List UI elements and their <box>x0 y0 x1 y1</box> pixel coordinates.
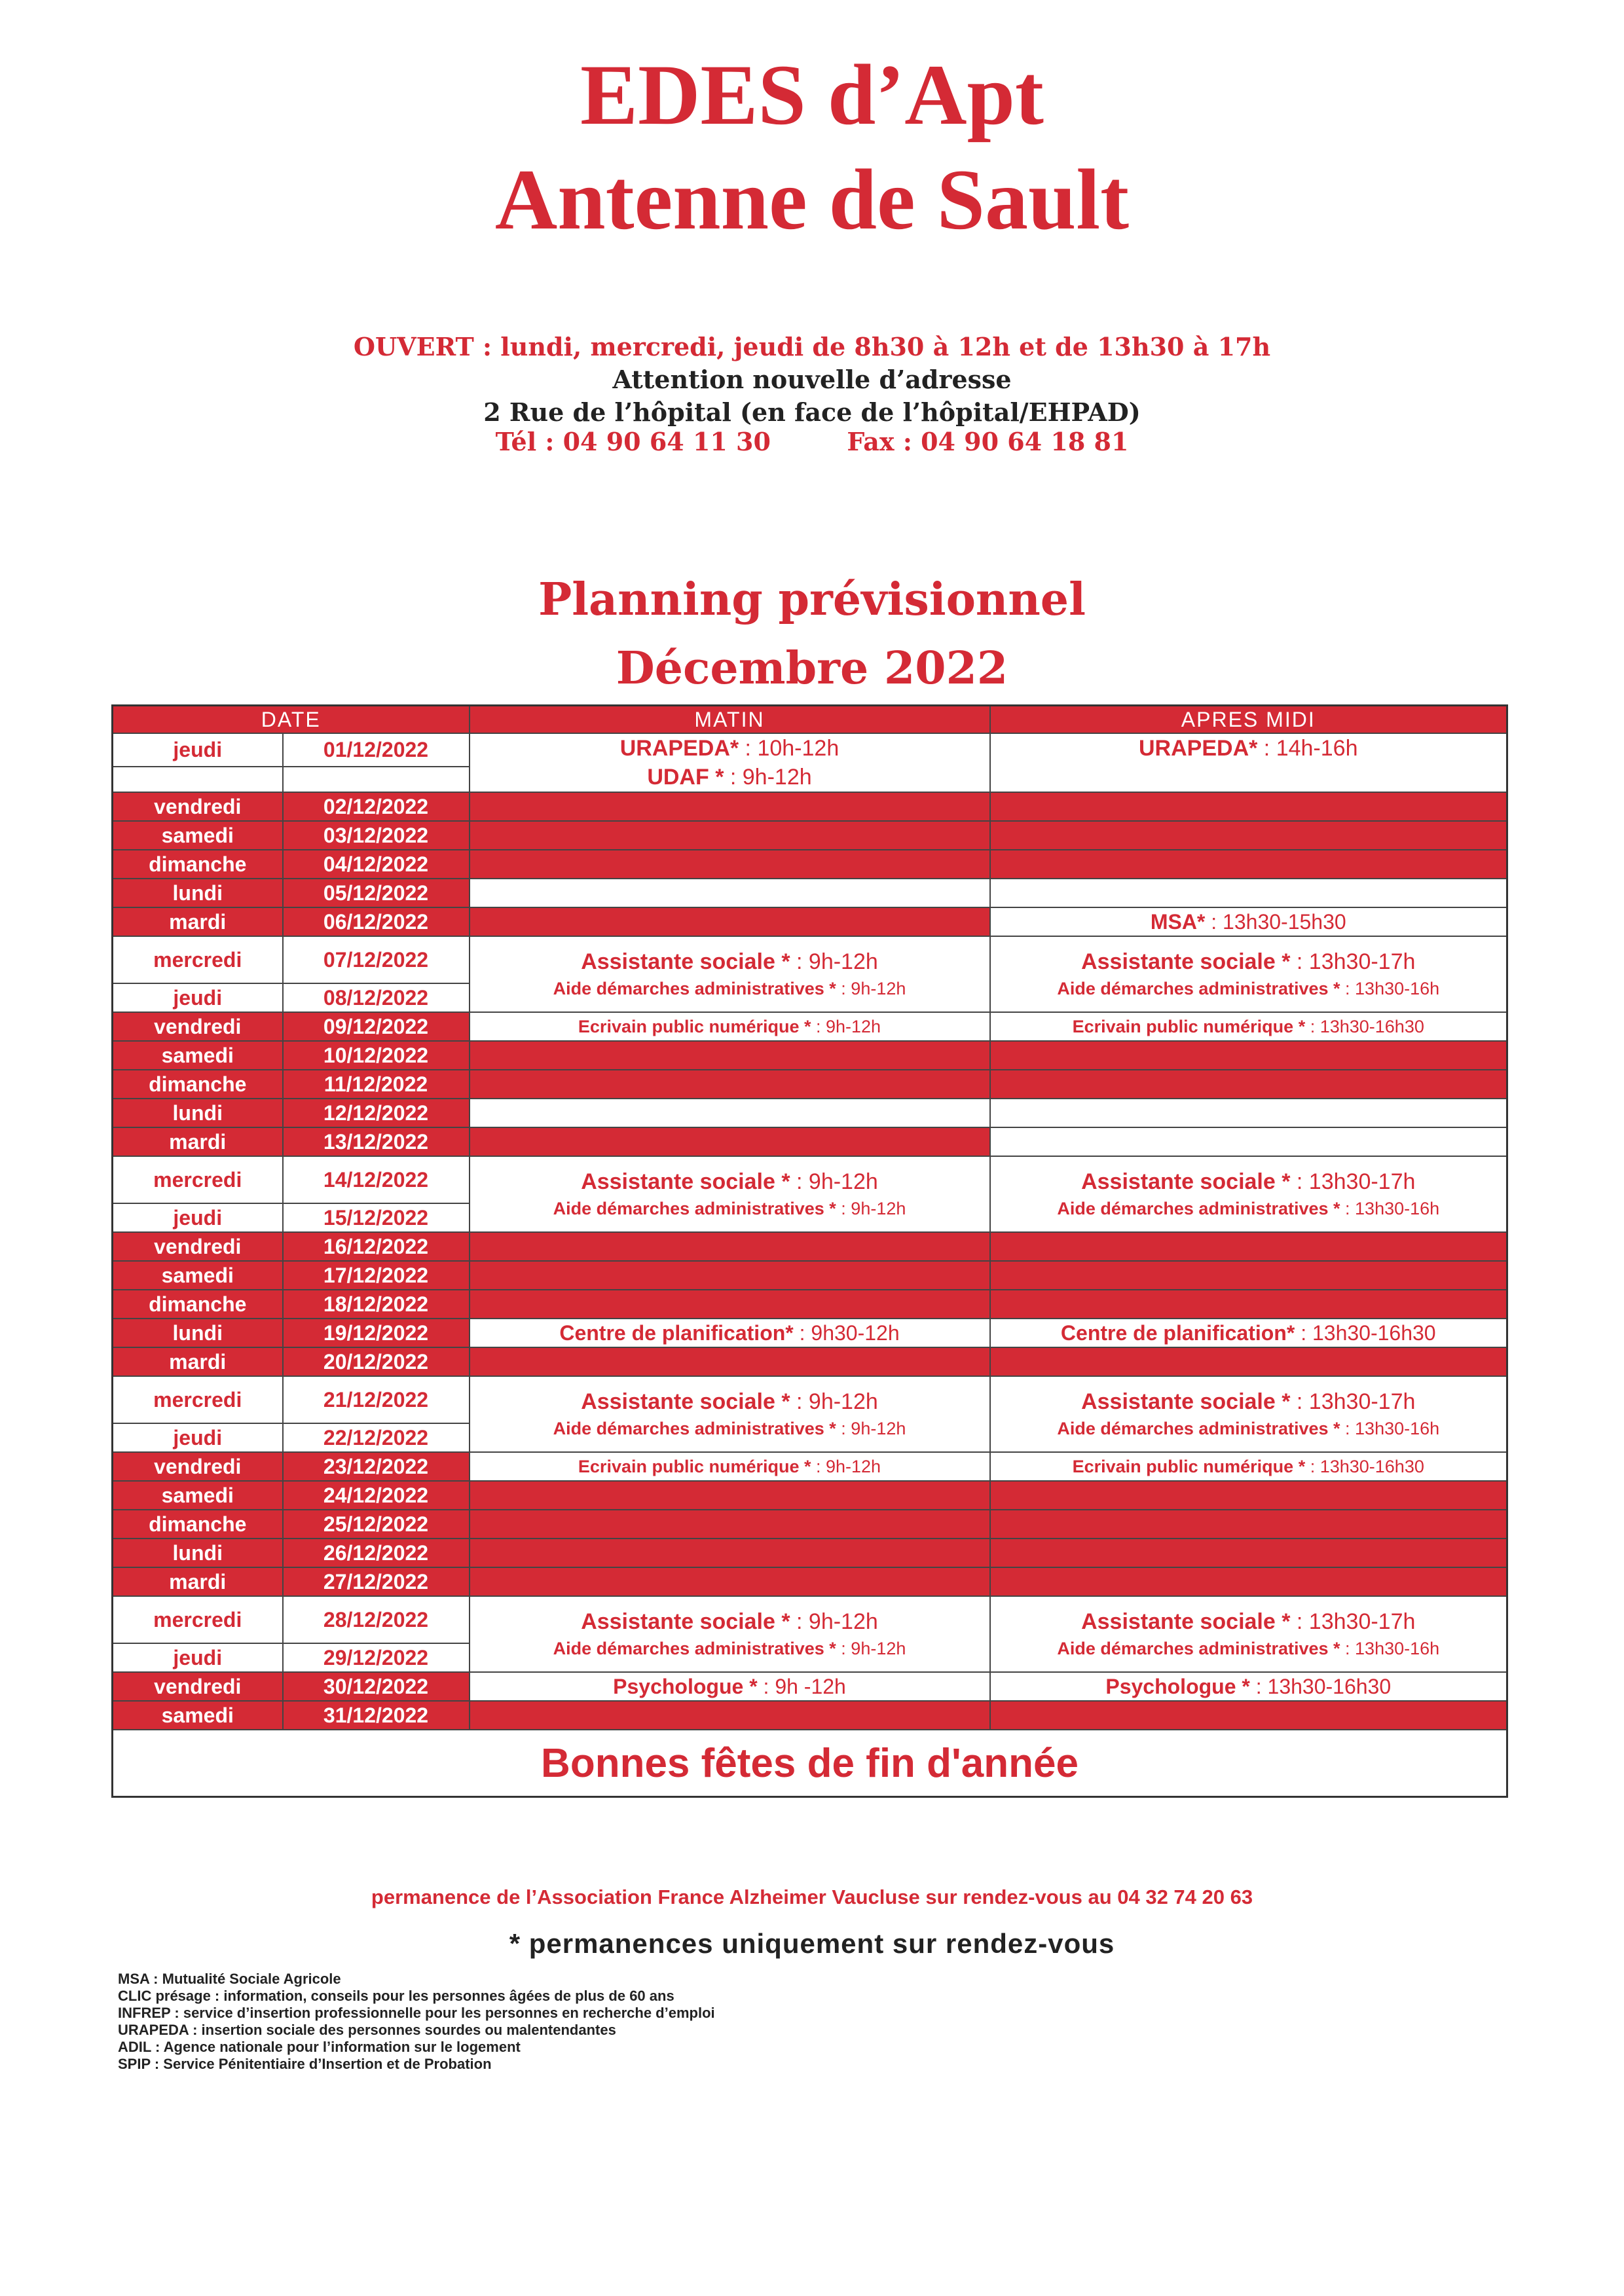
row-day: mardi <box>113 907 283 936</box>
event-name: Aide démarches administratives * <box>1057 1639 1340 1658</box>
table-row <box>113 1290 1507 1319</box>
row-day: dimanche <box>113 1510 283 1539</box>
afternoon-slot <box>990 1347 1507 1376</box>
row-date: 24/12/2022 <box>283 1481 470 1510</box>
row-date: 15/12/2022 <box>283 1203 470 1232</box>
table-row <box>113 1070 1507 1099</box>
row-day: mardi <box>113 1567 283 1596</box>
event-name: Aide démarches administratives * <box>1057 979 1340 998</box>
event-time: : 9h-12h <box>790 1389 878 1414</box>
event-name: Ecrivain public numérique * <box>1072 1017 1306 1036</box>
glossary-item: INFREP : service d’insertion professionnelle pour les personnes en recherche d’emploi <box>118 2005 715 2021</box>
afternoon-slot <box>990 1127 1507 1156</box>
opening-hours <box>0 331 1624 363</box>
table-row <box>113 1510 1507 1539</box>
morning-slot <box>470 1156 990 1232</box>
row-day: samedi <box>113 1261 283 1290</box>
row-date: 06/12/2022 <box>283 907 470 936</box>
glossary-item: URAPEDA : insertion sociale des personnes sourdes ou malentendantes <box>118 2022 616 2038</box>
event-name: Centre de planification* <box>559 1321 794 1345</box>
row-date: 04/12/2022 <box>283 850 470 879</box>
event-name: Assistante sociale * <box>1081 1609 1291 1634</box>
row-day: mardi <box>113 1127 283 1156</box>
row-date: 18/12/2022 <box>283 1290 470 1319</box>
afternoon-slot <box>990 1701 1507 1730</box>
table-row <box>113 879 1507 907</box>
row-date: 25/12/2022 <box>283 1510 470 1539</box>
row-date: 17/12/2022 <box>283 1261 470 1290</box>
event-name: URAPEDA* <box>1139 736 1258 761</box>
event-time: : 9h-12h <box>836 1199 906 1218</box>
event-name: Aide démarches administratives * <box>553 1419 836 1438</box>
afternoon-slot <box>990 1099 1507 1127</box>
morning-slot <box>470 1041 990 1070</box>
afternoon-slot <box>990 936 1507 1012</box>
col-matin-header: MATIN <box>470 706 990 734</box>
morning-slot <box>470 1452 990 1481</box>
phone-fax <box>0 426 1624 458</box>
event-name: Assistante sociale * <box>1081 1389 1291 1414</box>
office-subtitle: Antenne de Sault <box>494 151 1130 247</box>
row-date: 23/12/2022 <box>283 1452 470 1481</box>
row-day: lundi <box>113 879 283 907</box>
morning-slot <box>470 1510 990 1539</box>
row-day: jeudi <box>113 1423 283 1452</box>
table-row <box>113 1041 1507 1070</box>
event-name: Ecrivain public numérique * <box>1072 1457 1306 1476</box>
event-time: : 9h-12h <box>836 1639 906 1658</box>
morning-slot <box>470 936 990 1012</box>
table-row <box>113 1099 1507 1127</box>
morning-slot <box>470 907 990 936</box>
table-header-row <box>113 706 1507 734</box>
event-name: Centre de planification* <box>1060 1321 1295 1345</box>
event-name: Aide démarches administratives * <box>1057 1419 1340 1438</box>
afternoon-slot <box>990 1510 1507 1539</box>
row-day: vendredi <box>113 1232 283 1261</box>
event-time: : 13h30-16h <box>1340 1199 1440 1218</box>
row-day: dimanche <box>113 850 283 879</box>
row-date: 03/12/2022 <box>283 821 470 850</box>
fax-number: Fax : 04 90 64 18 81 <box>847 427 1129 456</box>
afternoon-slot <box>990 1596 1507 1672</box>
row-date: 30/12/2022 <box>283 1672 470 1701</box>
alzheimer-notice: permanence de l’Association France Alzheimer Vaucluse sur rendez-vous au 04 32 74 20 63 <box>371 1886 1253 1908</box>
event-time: : 13h30-16h30 <box>1249 1675 1392 1698</box>
table-row <box>113 1012 1507 1041</box>
table-row <box>113 936 1507 983</box>
row-date: 16/12/2022 <box>283 1232 470 1261</box>
morning-slot <box>470 1672 990 1701</box>
event-time: : 9h-12h <box>836 979 906 998</box>
office-title: EDES d’Apt <box>580 46 1044 143</box>
table-row <box>113 792 1507 821</box>
event-name: MSA* <box>1150 910 1206 934</box>
event-name: UDAF * <box>647 765 724 790</box>
phone-number: Tél : 04 90 64 11 30 <box>495 427 771 456</box>
morning-slot <box>470 1290 990 1319</box>
row-date: 26/12/2022 <box>283 1539 470 1567</box>
row-date: 21/12/2022 <box>283 1376 470 1423</box>
event-name: Assistante sociale * <box>581 949 790 974</box>
row-day: jeudi <box>113 733 283 767</box>
table-row <box>113 1232 1507 1261</box>
afternoon-slot <box>990 907 1507 936</box>
table-row <box>113 1481 1507 1510</box>
row-day: samedi <box>113 821 283 850</box>
col-date-header: DATE <box>113 706 470 734</box>
afternoon-slot <box>990 879 1507 907</box>
season-greeting: Bonnes fêtes de fin d'année <box>113 1730 1507 1797</box>
morning-slot <box>470 821 990 850</box>
event-time: : 13h30-17h <box>1290 1389 1416 1414</box>
table-row <box>113 907 1507 936</box>
event-name: Assistante sociale * <box>1081 1169 1291 1194</box>
afternoon-slot <box>990 1567 1507 1596</box>
row-date: 09/12/2022 <box>283 1012 470 1041</box>
event-name: Assistante sociale * <box>1081 949 1291 974</box>
row-date: 02/12/2022 <box>283 792 470 821</box>
table-row <box>113 733 1507 767</box>
row-day: vendredi <box>113 1452 283 1481</box>
row-date: 10/12/2022 <box>283 1041 470 1070</box>
table-row <box>113 850 1507 879</box>
morning-slot <box>470 1319 990 1347</box>
event-time: : 9h-12h <box>724 765 812 790</box>
appointment-note: * permanences uniquement sur rendez-vous <box>509 1928 1115 1959</box>
afternoon-slot <box>990 1070 1507 1099</box>
table-row <box>113 1567 1507 1596</box>
morning-slot <box>470 1261 990 1290</box>
event-time: : 9h -12h <box>757 1675 846 1698</box>
event-name: Psychologue * <box>613 1675 758 1698</box>
row-day: lundi <box>113 1319 283 1347</box>
table-row <box>113 1701 1507 1730</box>
table-row <box>113 821 1507 850</box>
afternoon-slot <box>990 1041 1507 1070</box>
afternoon-slot <box>990 821 1507 850</box>
row-day: samedi <box>113 1481 283 1510</box>
address-notice: Attention nouvelle d’adresse <box>612 365 1012 394</box>
planning-month: Décembre 2022 <box>616 642 1008 695</box>
event-time: : 13h30-16h30 <box>1295 1321 1436 1345</box>
event-name: Aide démarches administratives * <box>553 979 836 998</box>
afternoon-slot <box>990 1672 1507 1701</box>
morning-slot <box>470 1481 990 1510</box>
table-row <box>113 1156 1507 1203</box>
row-date: 07/12/2022 <box>283 936 470 983</box>
event-name: Assistante sociale * <box>581 1609 790 1634</box>
afternoon-slot <box>990 1376 1507 1452</box>
table-row <box>113 1261 1507 1290</box>
event-time: : 9h-12h <box>790 1169 878 1194</box>
row-date: 14/12/2022 <box>283 1156 470 1203</box>
row-day: mardi <box>113 1347 283 1376</box>
event-time: : 13h30-16h30 <box>1305 1457 1424 1476</box>
event-time: : 13h30-17h <box>1290 1609 1416 1634</box>
event-name: Aide démarches administratives * <box>553 1199 836 1218</box>
afternoon-slot <box>990 792 1507 821</box>
event-name: Ecrivain public numérique * <box>578 1017 811 1036</box>
event-time: : 9h-12h <box>790 1609 878 1634</box>
glossary-item: ADIL : Agence nationale pour l’information sur le logement <box>118 2039 521 2055</box>
row-day: dimanche <box>113 1070 283 1099</box>
row-date: 31/12/2022 <box>283 1701 470 1730</box>
morning-slot <box>470 1596 990 1672</box>
row-day: vendredi <box>113 792 283 821</box>
event-name: Assistante sociale * <box>581 1389 790 1414</box>
event-name: Aide démarches administratives * <box>1057 1199 1340 1218</box>
row-date: 12/12/2022 <box>283 1099 470 1127</box>
glossary-item: MSA : Mutualité Sociale Agricole <box>118 1971 341 1987</box>
greeting-row <box>113 1730 1507 1797</box>
morning-slot <box>470 1347 990 1376</box>
row-date: 01/12/2022 <box>283 733 470 767</box>
row-day: mercredi <box>113 1596 283 1643</box>
row-date: 22/12/2022 <box>283 1423 470 1452</box>
address: 2 Rue de l’hôpital (en face de l’hôpital/EHPAD) <box>483 397 1141 427</box>
table-row <box>113 1672 1507 1701</box>
event-time: : 14h-16h <box>1257 736 1358 761</box>
morning-slot <box>470 1567 990 1596</box>
schedule-table <box>111 704 1508 1798</box>
table-row <box>113 1596 1507 1643</box>
morning-slot <box>470 1701 990 1730</box>
glossary-item: SPIP : Service Pénitentiaire d’Insertion et de Probation <box>118 2056 492 2072</box>
event-time: : 9h-12h <box>811 1017 881 1036</box>
row-date: 27/12/2022 <box>283 1567 470 1596</box>
row-day: mercredi <box>113 1156 283 1203</box>
morning-slot <box>470 733 990 792</box>
row-day: mercredi <box>113 936 283 983</box>
planning-title: Planning prévisionnel <box>538 574 1086 626</box>
row-date: 19/12/2022 <box>283 1319 470 1347</box>
afternoon-slot <box>990 1539 1507 1567</box>
event-time: : 13h30-16h <box>1340 1639 1440 1658</box>
glossary <box>118 1971 715 2073</box>
table-row <box>113 1452 1507 1481</box>
morning-slot <box>470 1376 990 1452</box>
event-time: : 13h30-15h30 <box>1205 910 1346 934</box>
afternoon-slot <box>990 1156 1507 1232</box>
morning-slot <box>470 879 990 907</box>
row-date: 29/12/2022 <box>283 1643 470 1672</box>
row-day: samedi <box>113 1041 283 1070</box>
event-time: : 13h30-16h30 <box>1305 1017 1424 1036</box>
event-time: : 13h30-16h <box>1340 979 1440 998</box>
row-date: 20/12/2022 <box>283 1347 470 1376</box>
afternoon-slot <box>990 1261 1507 1290</box>
table-row <box>113 1376 1507 1423</box>
event-time: : 9h-12h <box>811 1457 881 1476</box>
afternoon-slot <box>990 1290 1507 1319</box>
row-day: jeudi <box>113 983 283 1012</box>
row-date: 08/12/2022 <box>283 983 470 1012</box>
table-row <box>113 1127 1507 1156</box>
row-date: 28/12/2022 <box>283 1596 470 1643</box>
row-day: jeudi <box>113 1203 283 1232</box>
morning-slot <box>470 1099 990 1127</box>
event-time: : 10h-12h <box>739 736 840 761</box>
afternoon-slot <box>990 733 1507 792</box>
opening-text: lundi, mercredi, jeudi de 8h30 à 12h et de 13h30 à 17h <box>500 332 1271 361</box>
glossary-item: CLIC présage : information, conseils pour les personnes âgées de plus de 60 ans <box>118 1988 674 2004</box>
morning-slot <box>470 792 990 821</box>
afternoon-slot <box>990 1452 1507 1481</box>
event-time: : 13h30-16h <box>1340 1419 1440 1438</box>
morning-slot <box>470 1070 990 1099</box>
opening-label: OUVERT : <box>353 332 492 361</box>
event-time: : 9h30-12h <box>793 1321 900 1345</box>
event-name: Ecrivain public numérique * <box>578 1457 811 1476</box>
afternoon-slot <box>990 1232 1507 1261</box>
event-name: Psychologue * <box>1105 1675 1250 1698</box>
table-row <box>113 1347 1507 1376</box>
afternoon-slot <box>990 850 1507 879</box>
table-row <box>113 1319 1507 1347</box>
event-name: Aide démarches administratives * <box>553 1639 836 1658</box>
morning-slot <box>470 1232 990 1261</box>
row-day: mercredi <box>113 1376 283 1423</box>
event-time: : 13h30-17h <box>1290 949 1416 974</box>
row-day: vendredi <box>113 1672 283 1701</box>
event-name: Assistante sociale * <box>581 1169 790 1194</box>
morning-slot <box>470 1012 990 1041</box>
row-day: lundi <box>113 1099 283 1127</box>
morning-slot <box>470 1539 990 1567</box>
row-day: jeudi <box>113 1643 283 1672</box>
row-day: dimanche <box>113 1290 283 1319</box>
event-name: URAPEDA* <box>619 736 739 761</box>
table-row <box>113 1539 1507 1567</box>
row-day: lundi <box>113 1539 283 1567</box>
afternoon-slot <box>990 1481 1507 1510</box>
row-day: samedi <box>113 1701 283 1730</box>
afternoon-slot <box>990 1319 1507 1347</box>
event-time: : 13h30-17h <box>1290 1169 1416 1194</box>
afternoon-slot <box>990 1012 1507 1041</box>
row-day: vendredi <box>113 1012 283 1041</box>
row-date: 11/12/2022 <box>283 1070 470 1099</box>
event-time: : 9h-12h <box>836 1419 906 1438</box>
col-apres-header: APRES MIDI <box>990 706 1507 734</box>
morning-slot <box>470 850 990 879</box>
row-date: 13/12/2022 <box>283 1127 470 1156</box>
event-time: : 9h-12h <box>790 949 878 974</box>
morning-slot <box>470 1127 990 1156</box>
row-date: 05/12/2022 <box>283 879 470 907</box>
